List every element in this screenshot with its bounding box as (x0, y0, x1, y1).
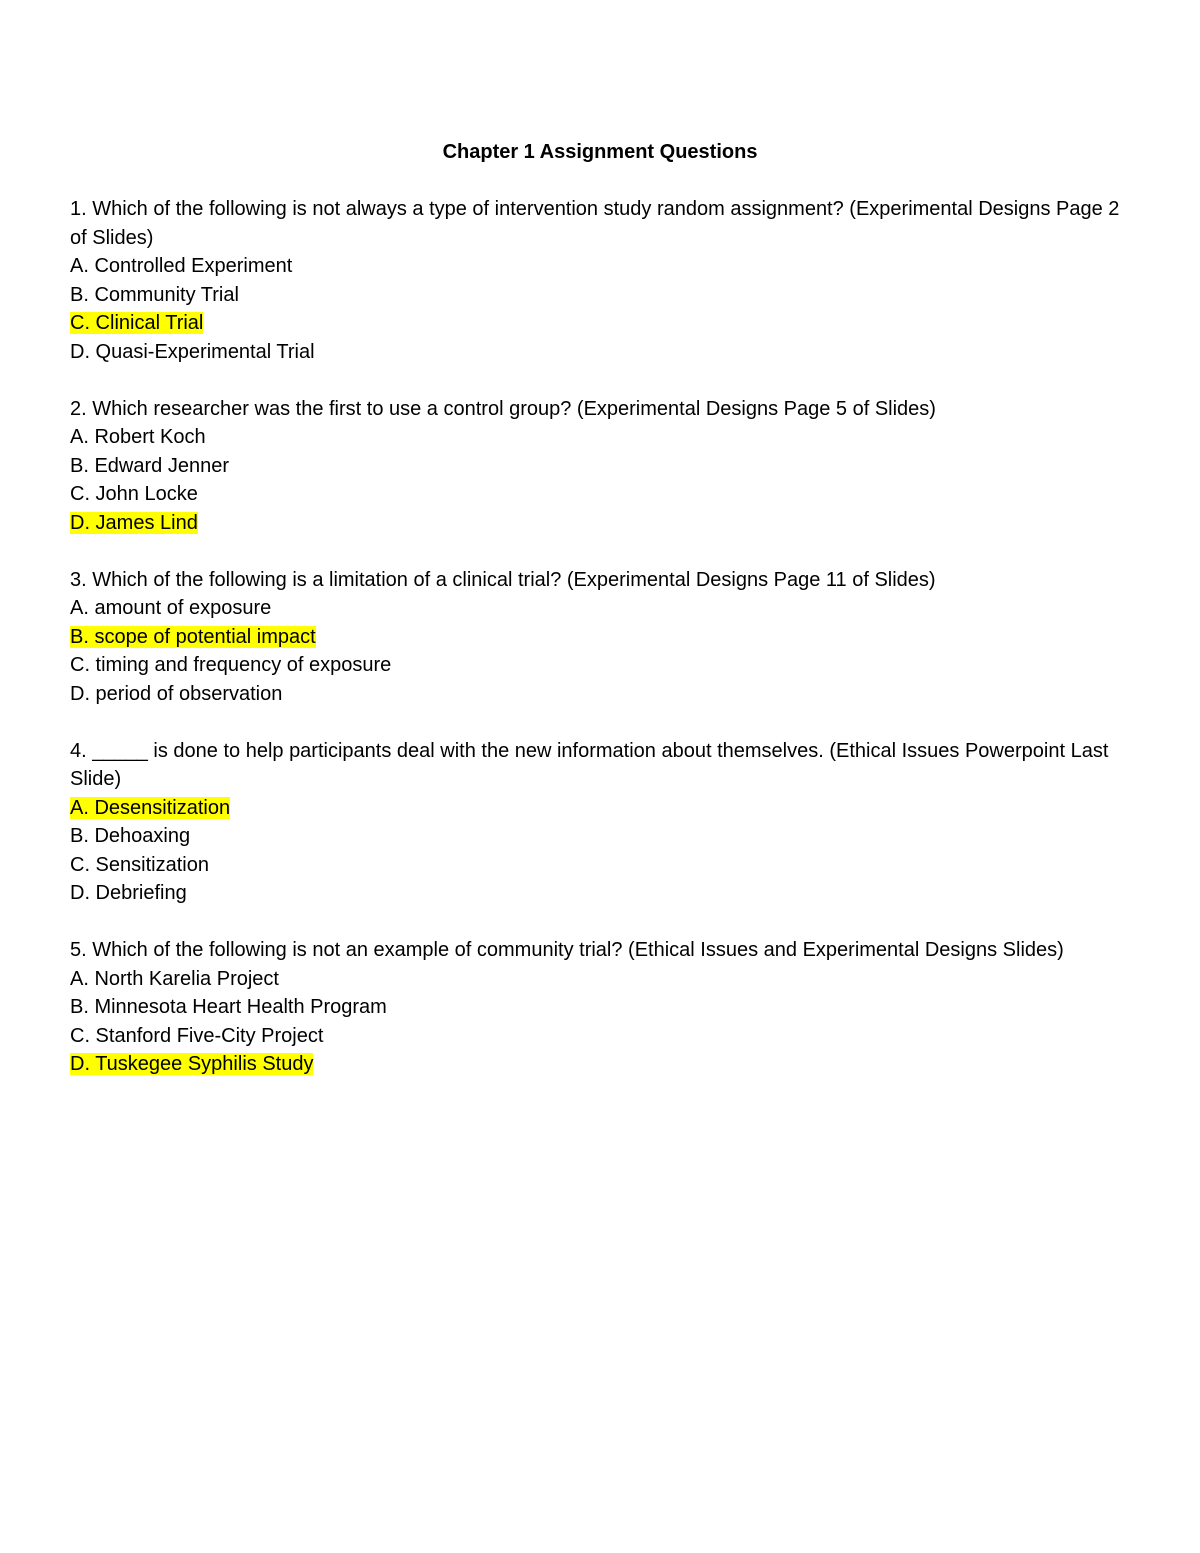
answer-option-c (70, 309, 1140, 338)
answer-option-d: D. Debriefing (70, 882, 187, 904)
question-list (70, 195, 1140, 1107)
question-2 (70, 395, 1140, 538)
answer-option-a: A. amount of exposure (70, 597, 272, 619)
question-text: 5. Which of the following is not an example of community trial? (Ethical Issues and Experimental Designs Slides) (70, 939, 1064, 961)
question-4 (70, 737, 1140, 908)
question-text: 1. Which of the following is not always a type of intervention study random assignment? (Experimental Designs Page 2 of Slides) (70, 198, 1120, 249)
answer-option-a: A. Robert Koch (70, 426, 206, 448)
answer-option-b: B. Dehoaxing (70, 825, 191, 847)
answer-option-c: C. timing and frequency of exposure (70, 654, 392, 676)
highlighted-answer: A. Desensitization (70, 796, 231, 819)
answer-option-d (70, 1050, 1140, 1079)
question-5 (70, 936, 1140, 1079)
question-text: 4. _____ is done to help participants deal with the new information about themselves. (Ethical Issues Powerpoint Last Slide) (70, 739, 1109, 790)
question-text: 2. Which researcher was the first to use a control group? (Experimental Designs Page 5 of Slides) (70, 397, 936, 420)
answer-option-c: C. Sensitization (70, 853, 209, 876)
answer-option-b (70, 623, 1140, 652)
highlighted-answer: B. scope of potential impact (70, 625, 316, 648)
answer-option-a (70, 794, 1140, 823)
highlighted-answer: D. Tuskegee Syphilis Study (70, 1053, 314, 1075)
answer-option-c: C. John Locke (70, 483, 198, 505)
answer-option-a: A. North Karelia Project (70, 967, 279, 990)
question-1 (70, 195, 1140, 366)
question-3 (70, 566, 1140, 709)
answer-option-d: D. period of observation (70, 682, 283, 705)
answer-option-b: B. Minnesota Heart Health Program (70, 996, 387, 1018)
answer-option-b: B. Edward Jenner (70, 454, 229, 477)
answer-option-a: A. Controlled Experiment (70, 255, 293, 277)
answer-option-c: C. Stanford Five-City Project (70, 1024, 324, 1047)
answer-option-d (70, 509, 1140, 538)
highlighted-answer: D. James Lind (70, 511, 198, 534)
answer-option-b: B. Community Trial (70, 283, 239, 306)
page-title: Chapter 1 Assignment Questions (442, 141, 758, 163)
highlighted-answer: C. Clinical Trial (70, 312, 204, 334)
answer-option-d: D. Quasi-Experimental Trial (70, 340, 315, 363)
question-text: 3. Which of the following is a limitation of a clinical trial? (Experimental Designs Page 11 of Slides) (70, 568, 936, 591)
